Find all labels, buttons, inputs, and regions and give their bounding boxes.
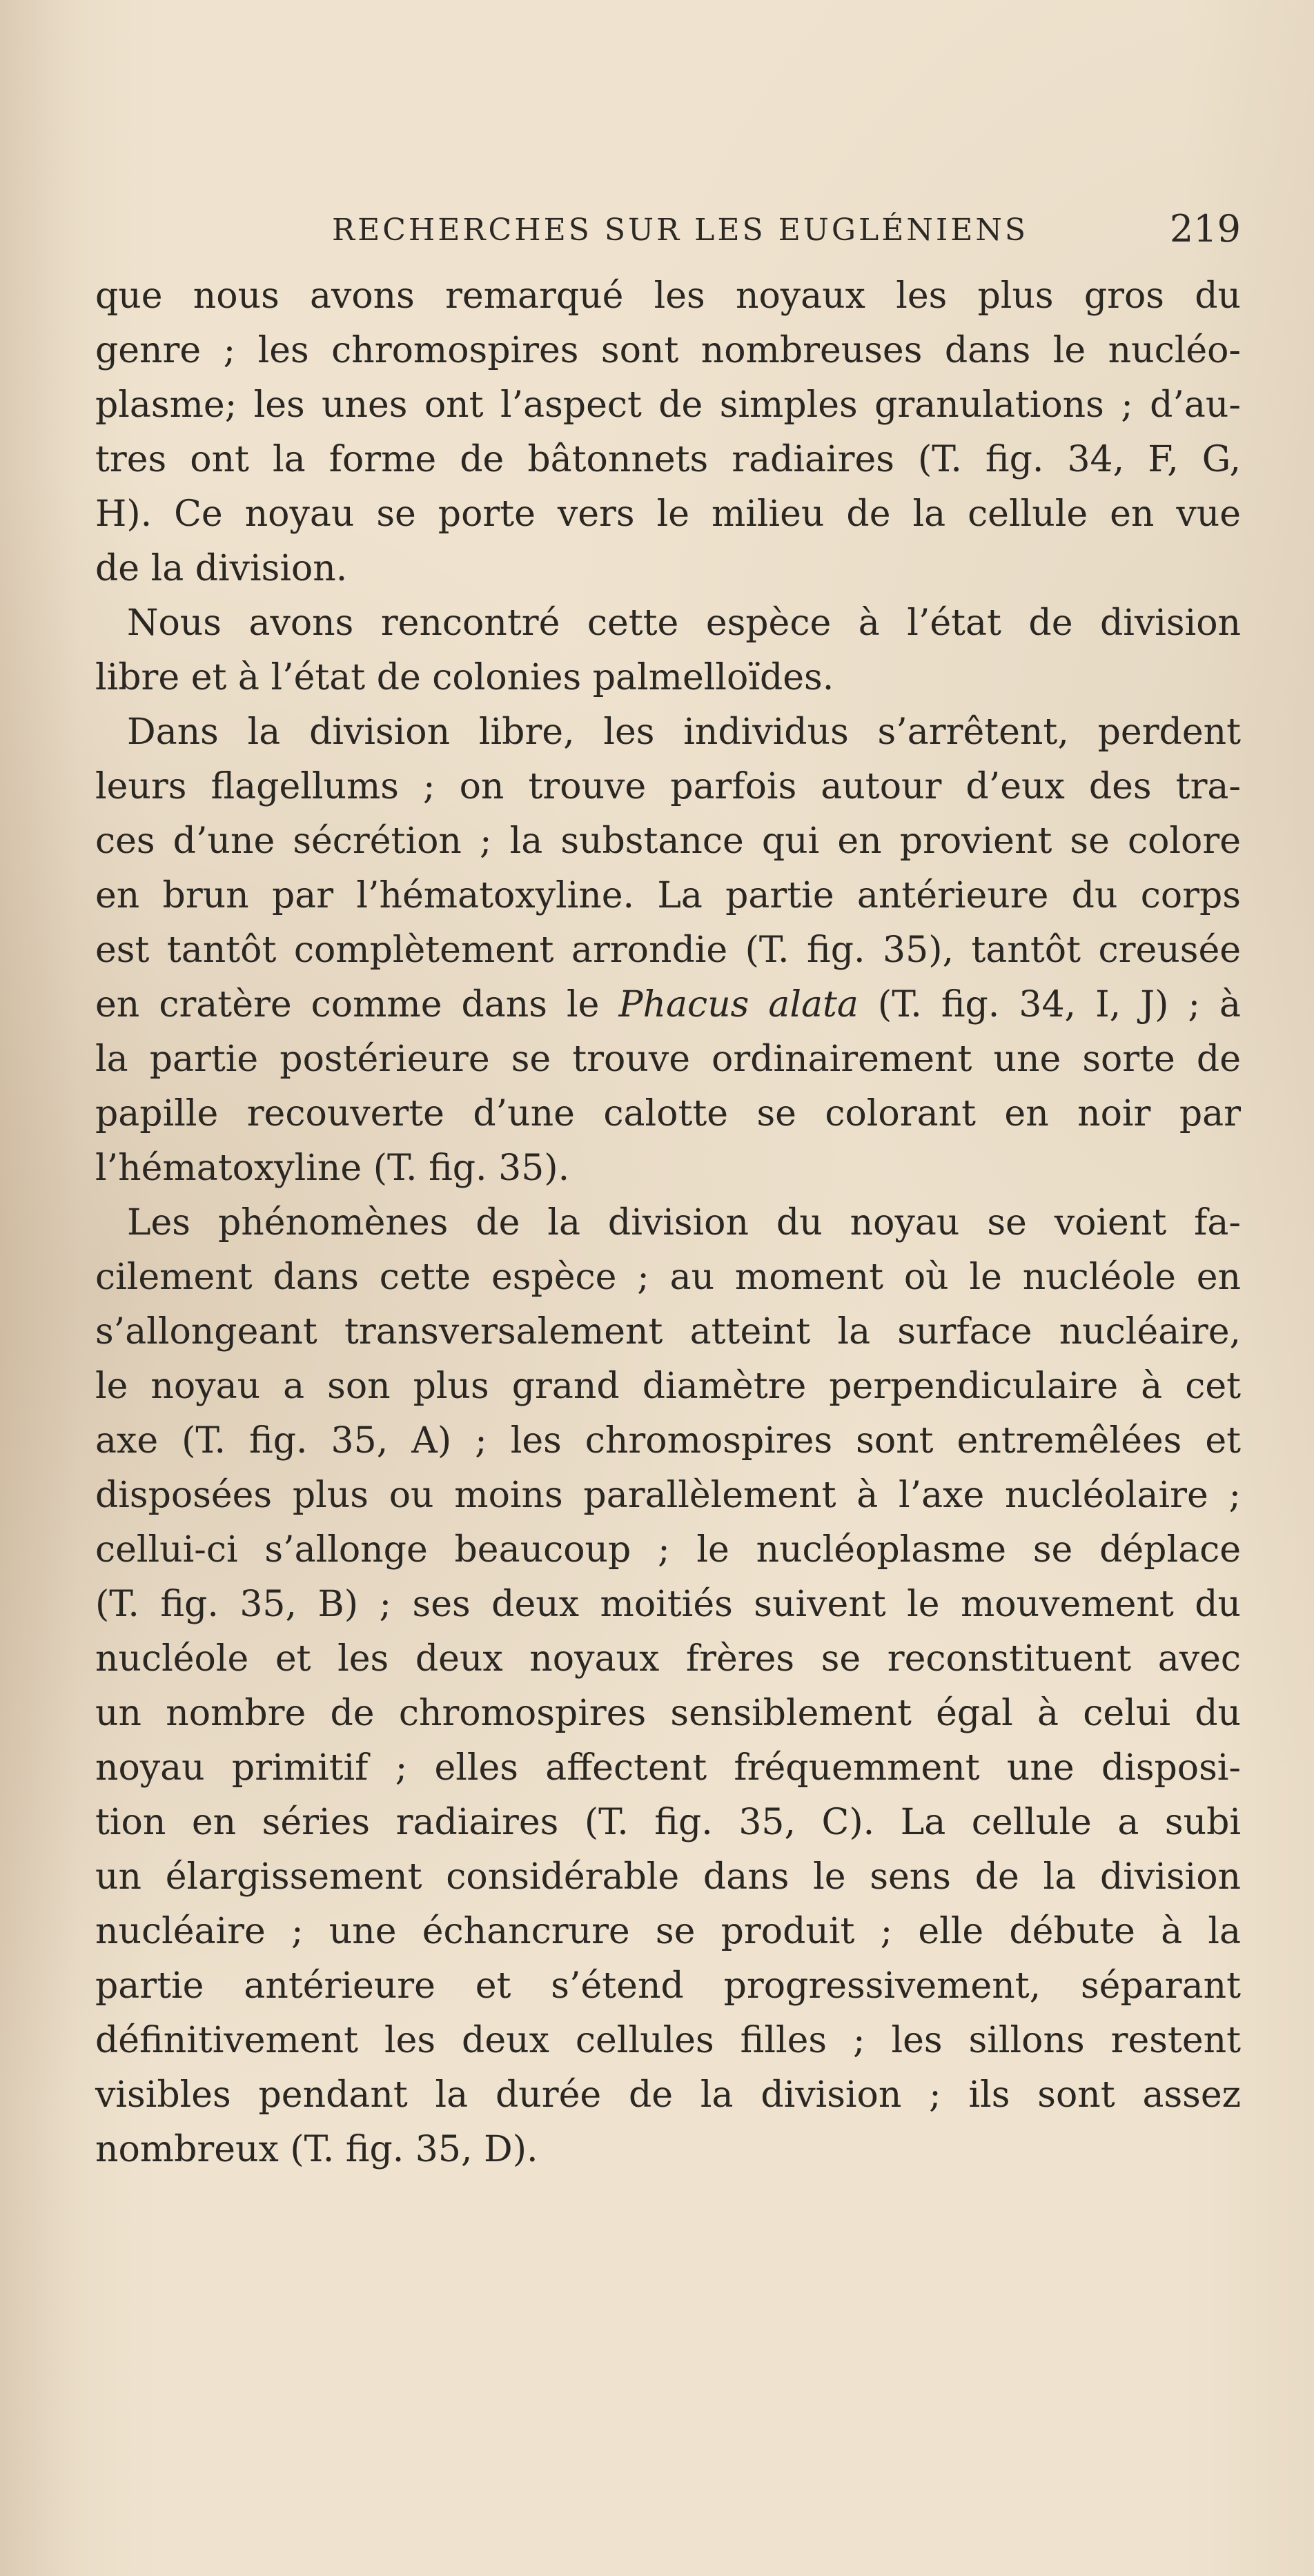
paragraph-start-line: Nous avons rencontré cette espèce à l’état de division xyxy=(127,602,1241,644)
text-line: plasme; les unes ont l’aspect de simples granulations ; d’au- xyxy=(95,384,1241,426)
text-line: partie antérieure et s’étend progressivement, séparant xyxy=(95,1965,1241,2007)
text-line: un élargissement considérable dans le sens de la division xyxy=(95,1856,1241,1898)
paragraph-start-line: Les phénomènes de la division du noyau se voient fa- xyxy=(127,1202,1241,1243)
text-line: tion en séries radiaires (T. fig. 35, C). La cellule a subi xyxy=(95,1802,1241,1843)
body-text xyxy=(95,269,1241,2177)
text-line: papille recouverte d’une calotte se colorant en noir par xyxy=(95,1093,1241,1134)
text-line: leurs flagellums ; on trouve parfois autour d’eux des tra- xyxy=(95,766,1241,807)
text-line: que nous avons remarqué les noyaux les plus gros du xyxy=(95,275,1241,317)
paragraph-end-line: libre et à l’état de colonies palmelloïdes. xyxy=(95,657,834,698)
running-title: RECHERCHES SUR LES EUGLÉNIENS xyxy=(332,213,1028,248)
text-line: en brun par l’hématoxyline. La partie antérieure du corps xyxy=(95,875,1241,916)
text-line: disposées plus ou moins parallèlement à l’axe nucléolaire ; xyxy=(95,1475,1241,1516)
paragraph-start-line: Dans la division libre, les individus s’arrêtent, perdent xyxy=(127,711,1241,753)
text-segment: (T. fig. 34, I, J) ; à xyxy=(858,984,1242,1025)
text-line: la partie postérieure se trouve ordinairement une sorte de xyxy=(95,1039,1241,1080)
text-line: nucléaire ; une échancrure se produit ; elle débute à la xyxy=(95,1911,1241,1952)
text-line: définitivement les deux cellules filles ; les sillons restent xyxy=(95,2020,1241,2061)
text-line: s’allongeant transversalement atteint la surface nucléaire, xyxy=(95,1311,1241,1353)
paragraph-end-line: de la division. xyxy=(95,548,348,589)
page-number: 219 xyxy=(1169,207,1241,250)
species-name-italic: Phacus alata xyxy=(618,984,859,1025)
text-line: cilement dans cette espèce ; au moment où le nucléole en xyxy=(95,1257,1241,1298)
text-line: est tantôt complètement arrondie (T. fig. 35), tantôt creusée xyxy=(95,930,1241,971)
text-line: axe (T. fig. 35, A) ; les chromospires sont entremêlées et xyxy=(95,1420,1241,1462)
text-line: le noyau a son plus grand diamètre perpendiculaire à cet xyxy=(95,1366,1241,1407)
text-segment: en cratère comme dans le xyxy=(95,984,619,1025)
text-line-with-species-name xyxy=(95,978,1241,1032)
text-line: H). Ce noyau se porte vers le milieu de la cellule en vue xyxy=(95,493,1241,535)
text-line: (T. fig. 35, B) ; ses deux moitiés suivent le mouvement du xyxy=(95,1584,1241,1625)
text-line: un nombre de chromospires sensiblement égal à celui du xyxy=(95,1693,1241,1734)
text-line: genre ; les chromospires sont nombreuses dans le nucléo- xyxy=(95,330,1241,371)
text-line: visibles pendant la durée de la division ; ils sont assez xyxy=(95,2074,1241,2116)
paragraph-end-line: nombreux (T. fig. 35, D). xyxy=(95,2129,538,2170)
running-header xyxy=(95,207,1241,262)
text-line: nucléole et les deux noyaux frères se reconstituent avec xyxy=(95,1638,1241,1680)
text-line: cellui-ci s’allonge beaucoup ; le nucléoplasme se déplace xyxy=(95,1529,1241,1571)
paragraph-end-line: l’hématoxyline (T. fig. 35). xyxy=(95,1148,570,1189)
text-line: noyau primitif ; elles affectent fréquemment une disposi- xyxy=(95,1747,1241,1789)
text-line: ces d’une sécrétion ; la substance qui en provient se colore xyxy=(95,820,1241,862)
text-line: tres ont la forme de bâtonnets radiaires (T. fig. 34, F, G, xyxy=(95,439,1241,480)
